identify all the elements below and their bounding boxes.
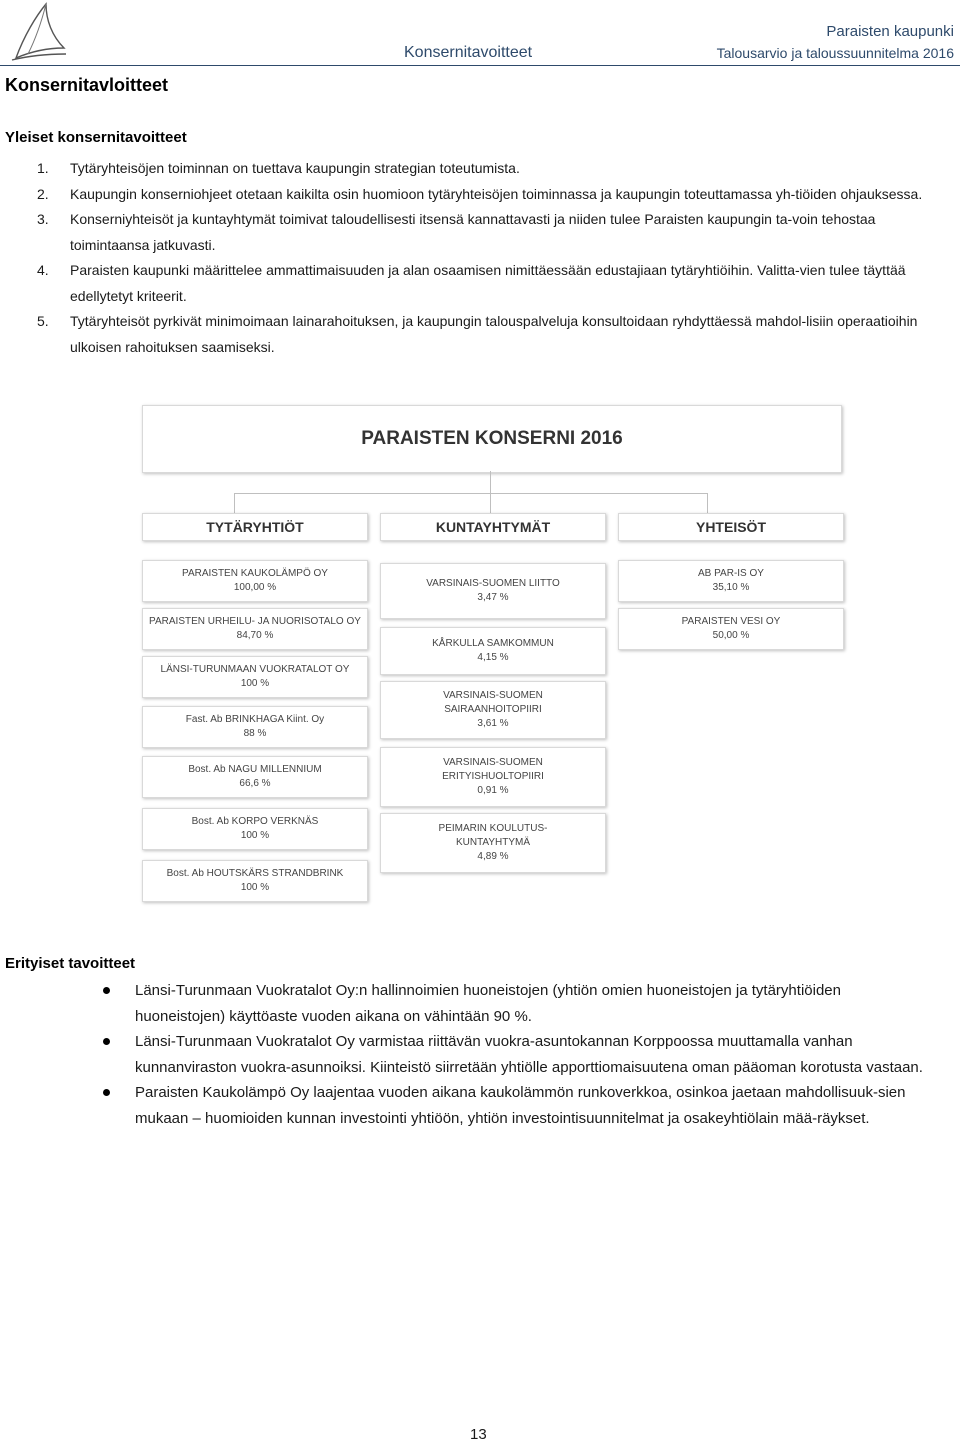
entity-name: PARAISTEN VESI OY: [681, 616, 781, 627]
list-item: [0, 1080, 955, 1131]
list-item-text: Tytäryhteisöjen toiminnan on tuettava kaupungin strategian toteutumista.: [70, 160, 520, 176]
entity-share: 4,15 %: [477, 652, 509, 663]
general-goals-list: [0, 156, 955, 360]
entity-share: 100 %: [240, 830, 270, 841]
entity-share: 100 %: [240, 678, 270, 689]
list-item: [0, 309, 955, 360]
header-divider: [0, 65, 960, 66]
entity-share: 100 %: [240, 882, 270, 893]
list-item-text: Paraisten kaupunki määrittelee ammattimaisuuden ja alan osaamisen nimittäessään edustajiaan tytäryhtiöihin. Valitta-vien tulee täyttää edellytetyt kriteerit.: [70, 262, 906, 304]
entity-name: AB PAR-IS OY: [698, 568, 764, 579]
list-item-text: Tytäryhteisöt pyrkivät minimoimaan lainarahoituksen, ja kaupungin talouspalveluja konsultoidaan ryhdyttäessä mahdol-lisiin operaatioihin ulkoisen rahoituksen saamiseksi.: [70, 313, 918, 355]
category-associates: YHTEISÖT: [618, 513, 844, 541]
entity-box: [380, 681, 606, 739]
list-item-number: 4.: [37, 262, 49, 278]
entity-share: 3,61 %: [477, 718, 509, 729]
connector-line: [490, 471, 491, 513]
entity-box: [142, 808, 368, 850]
specific-goals-list: [0, 978, 955, 1131]
category-joint-authorities: KUNTAYHTYMÄT: [380, 513, 606, 541]
sail-logo-icon: [6, 2, 68, 64]
list-item-text: Länsi-Turunmaan Vuokratalot Oy:n hallinnoimien huoneistojen (yhtiön omien huoneistojen ja tytäryhtiöiden huoneistojen) käyttöaste vuoden aikana on vähintään 90 %.: [135, 982, 841, 1025]
entity-box: [380, 747, 606, 807]
entity-name: VARSINAIS-SUOMEN LIITTO: [426, 578, 560, 589]
entity-share: 100,00 %: [233, 582, 277, 593]
entity-name-line2: KUNTAYHTYMÄ: [455, 837, 531, 848]
list-item-number: 2.: [37, 185, 49, 202]
chart-title: PARAISTEN KONSERNI 2016: [142, 405, 842, 473]
general-goals-heading: Yleiset konsernitavoitteet: [5, 129, 187, 146]
list-item-number: 1.: [37, 160, 49, 176]
list-item-text: Länsi-Turunmaan Vuokratalot Oy varmistaa riittävän vuokra-asuntokannan Korppoossa muuttamalla vanhan kunnanviraston vuokra-asunnoiksi. Kiinteistö siirretään yhtiölle apporttiomaisuutena oman pääoman korotusta vastaan.: [135, 1033, 923, 1076]
entity-name: Fast. Ab BRINKHAGA Kiint. Oy: [185, 714, 325, 725]
entity-box: [142, 756, 368, 798]
entity-name-line2: ERITYISHUOLTOPIIRI: [442, 771, 544, 782]
entity-box: [142, 706, 368, 748]
entity-share: 3,47 %: [477, 592, 509, 603]
list-item-text: Paraisten Kaukolämpö Oy laajentaa vuoden aikana kaukolämmön runkoverkkoa, osinkoa jaetaan mahdollisuuk-sien mukaan – huomioiden kunnan investointi yhtiöön, yhtiön investointisuunnitelmat ja osakeyhtiölain mää-räykset.: [135, 1084, 906, 1127]
entity-name: Bost. Ab HOUTSKÄRS STRANDBRINK: [166, 868, 344, 879]
list-item: [0, 978, 955, 1029]
entity-share: 84,70 %: [236, 630, 274, 641]
entity-name-line2: SAIRAANHOITOPIIRI: [444, 704, 542, 715]
entity-box: [618, 608, 844, 650]
header-document: Talousarvio ja taloussuunnitelma 2016: [716, 45, 954, 61]
entity-name: Bost. Ab KORPO VERKNÄS: [191, 816, 319, 827]
list-item-text: Konserniyhteisöt ja kuntayhtymät toimivat taloudellisesti itsensä kannattavasti ja niiden tulee Paraisten kaupungin ta-voin tehostaa toimintaansa jatkuvasti.: [70, 211, 876, 253]
entity-box: [142, 608, 368, 650]
list-item-number: 5.: [37, 313, 49, 329]
entity-name: PEIMARIN KOULUTUS-: [438, 823, 548, 834]
entity-box: [380, 563, 606, 619]
specific-goals-heading: Erityiset tavoitteet: [5, 955, 136, 972]
page-header: [0, 0, 960, 68]
entity-share: 88 %: [243, 728, 267, 739]
category-subsidiaries: TYTÄRYHTIÖT: [142, 513, 368, 541]
list-item: [0, 258, 955, 309]
entity-share: 66,6 %: [239, 778, 271, 789]
list-item-number: 3.: [37, 211, 49, 227]
list-item: [0, 182, 955, 208]
entity-name: Bost. Ab NAGU MILLENNIUM: [188, 764, 322, 775]
bullet-icon: [103, 1038, 110, 1045]
header-organization: Paraisten kaupunki: [826, 23, 954, 40]
page-number: 13: [470, 1426, 487, 1443]
entity-box: [380, 627, 606, 675]
entity-box: [380, 813, 606, 873]
entity-name: LÄNSI-TURUNMAAN VUOKRATALOT OY: [160, 664, 350, 675]
entity-box: [142, 656, 368, 698]
entity-name: PARAISTEN KAUKOLÄMPÖ OY: [182, 568, 328, 579]
entity-name: PARAISTEN URHEILU- JA NUORISOTALO OY: [149, 616, 361, 627]
entity-box: [618, 560, 844, 602]
connector-line: [234, 493, 235, 513]
entity-share: 4,89 %: [477, 851, 509, 862]
group-structure-chart: [138, 403, 844, 903]
connector-line: [707, 493, 708, 513]
list-item: [0, 207, 955, 258]
list-item: [0, 1029, 955, 1080]
entity-name: KÅRKULLA SAMKOMMUN: [432, 638, 554, 649]
entity-name: VARSINAIS-SUOMEN: [443, 690, 543, 701]
header-section: Konsernitavoitteet: [404, 44, 533, 61]
page-title: Konsernitavloitteet: [5, 75, 169, 95]
connector-line: [234, 493, 708, 494]
entity-name: VARSINAIS-SUOMEN: [443, 757, 543, 768]
list-item-text: Kaupungin konserniohjeet otetaan kaikilta osin huomioon tytäryhteisöjen toiminnassa ja kaupungin toteuttamassa yh-tiöiden ohjauksessa.: [70, 185, 923, 202]
entity-share: 35,10 %: [712, 582, 750, 593]
entity-share: 0,91 %: [477, 785, 509, 796]
entity-share: 50,00 %: [712, 630, 750, 641]
bullet-icon: [103, 987, 110, 994]
entity-box: [142, 860, 368, 902]
list-item: [0, 156, 955, 182]
bullet-icon: [103, 1089, 110, 1096]
entity-box: [142, 560, 368, 602]
